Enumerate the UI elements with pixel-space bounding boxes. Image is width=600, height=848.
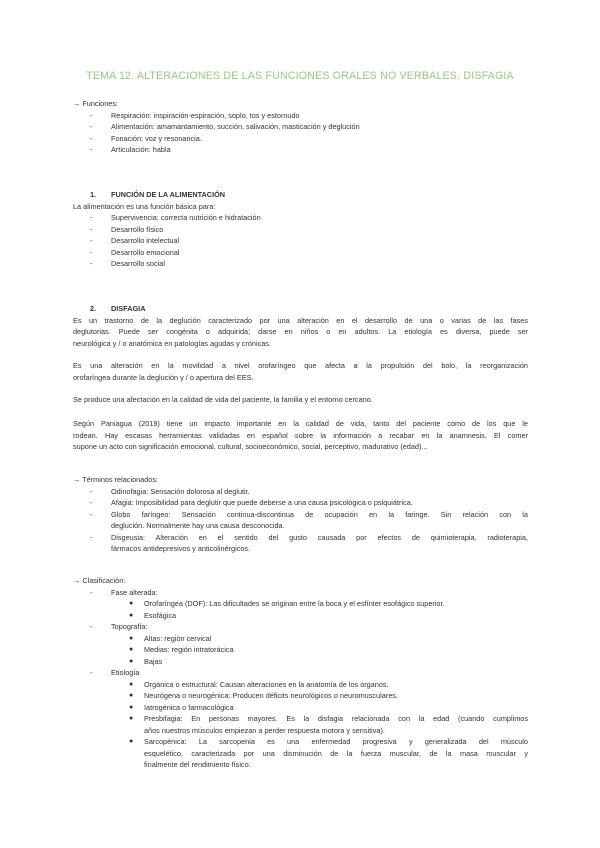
list-item: - Globo faríngeo: Sensación continua-discontinua de ocupación en la faringe. Sin relación con la deglución. Normalmente hay una causa desconocida.: [90, 509, 528, 530]
list-item: - Fonación: voz y resonancia.: [90, 133, 202, 143]
seccion-alimentacion: [73, 189, 528, 270]
list-item: - Desarrollo intelectual: [90, 236, 180, 245]
group-label: - Etiología: [90, 668, 140, 677]
paragraph: Es una alteración en la movilidad a nivel orofaríngeo que afecta a la propulsión del bolo, la reorganización orofaríngea durante la deglución y / o apertura del EES.: [73, 361, 528, 382]
bullet-item: ● Orgánica o estructural: Causan alteraciones en la anatomía de los órganos.: [129, 679, 389, 689]
list-item: - Afagia: Imposibilidad para deglutir que puede deberse a una causa psicológica o psiquiátrica.: [90, 498, 413, 507]
bullet-item: ● Bajas: [129, 656, 163, 666]
section-heading: 2. DISFAGIA: [90, 304, 146, 313]
seccion-disfagia: [73, 303, 528, 349]
funciones-block: [73, 98, 528, 156]
clasificacion-block: [73, 575, 528, 771]
bullet-item: ● Iatrogénica o farmacológica: [129, 702, 234, 712]
clasificacion-heading: → Clasificación:: [73, 576, 126, 585]
section-heading: 1. FUNCIÓN DE LA ALIMENTACIÓN: [90, 190, 226, 199]
group-label: - Topografía:: [90, 622, 148, 631]
list-item: - Respiración: inspiración-espiración, soplo, tos y estornudo: [90, 110, 300, 120]
paragraph: Se produce una afectación en la calidad de vida del paciente, la familia y el entorno cercano.: [73, 395, 373, 404]
bullet-item: ● Presbifagia: En personas mayores. Es la disfagia relacionada con la edad (cuando cumplimos años nuestros músculos empiezan a perder respuesta motora y sensitiva).: [129, 714, 528, 735]
list-item: - Supervivencia: correcta nutrición e hidratación: [90, 213, 261, 222]
terminos-block: [73, 474, 528, 555]
paragraph: Es un trastorno de la deglución caracterizado por una alteración en el desarrollo de una o varias de las fases deglutorias. Puede ser congénita o adquirida; darse en niños o en adultos. La etiología es diversa, puede ser neurológica y / o anatómica en patologías agudas y crónicas.: [73, 315, 528, 348]
section-intro: La alimentación es una función básica para:: [73, 201, 216, 211]
list-item: - Odinofagia: Sensación dolorosa al deglutir.: [90, 486, 250, 496]
list-item: - Desarrollo emocional: [90, 247, 180, 257]
bullet-item: ● Neurógena o neurogénica: Producen déficits neurológicos o neuromusculares.: [129, 691, 398, 700]
bullet-item: ● Orofaríngea (DOF): Las dificultades se originan entre la boca y el esfínter esofágico superior.: [129, 599, 445, 608]
terminos-heading: → Términos relacionados:: [73, 475, 159, 484]
list-item: - Desarrollo social: [90, 259, 165, 268]
paragraph: Según Paniagua (2019) tiene un impacto importante en la calidad de vida, tanto del paciente como de los que le rodean. Hay escasas herramientas validadas en español sobre la información a recabar en la anamnesis. El comer supone un acto con significación emocional, cultural, socioeconómico, social, perceptivo, madurativo (edad)...: [73, 419, 528, 451]
list-item: - Articulación: habla: [90, 145, 171, 154]
bullet-item: ● Sarcopénica: La sarcopenia es una enfermedad progresiva y generalizada del músculo esquelético, caracterizada por una disminución de la fuerza muscular, de la masa muscular y finalmente del rendimiento físico.: [129, 737, 528, 769]
bullet-item: ● Medias: región intratorácica: [129, 645, 234, 654]
list-item: - Disgeusia: Alteración en el sentido del gusto causada por efectos de quimioterapia, radioterapia, fármacos antidepresivos y anticolinérgicos.: [90, 532, 528, 553]
list-item: - Alimentación: amamantamiento, succión, salivación, masticación y deglución: [90, 122, 360, 131]
bullet-item: ● Esofágica: [129, 610, 177, 620]
document-title: TEMA 12. ALTERACIONES DE LAS FUNCIONES ORALES NO VERBALES. DISFAGIA: [86, 70, 514, 82]
funciones-heading: → Funciones:: [73, 99, 119, 108]
group-label: - Fase alterada:: [90, 587, 158, 597]
bullet-item: ● Altas: regiòn cervical: [129, 633, 212, 643]
list-item: - Desarrollo físico: [90, 224, 164, 234]
